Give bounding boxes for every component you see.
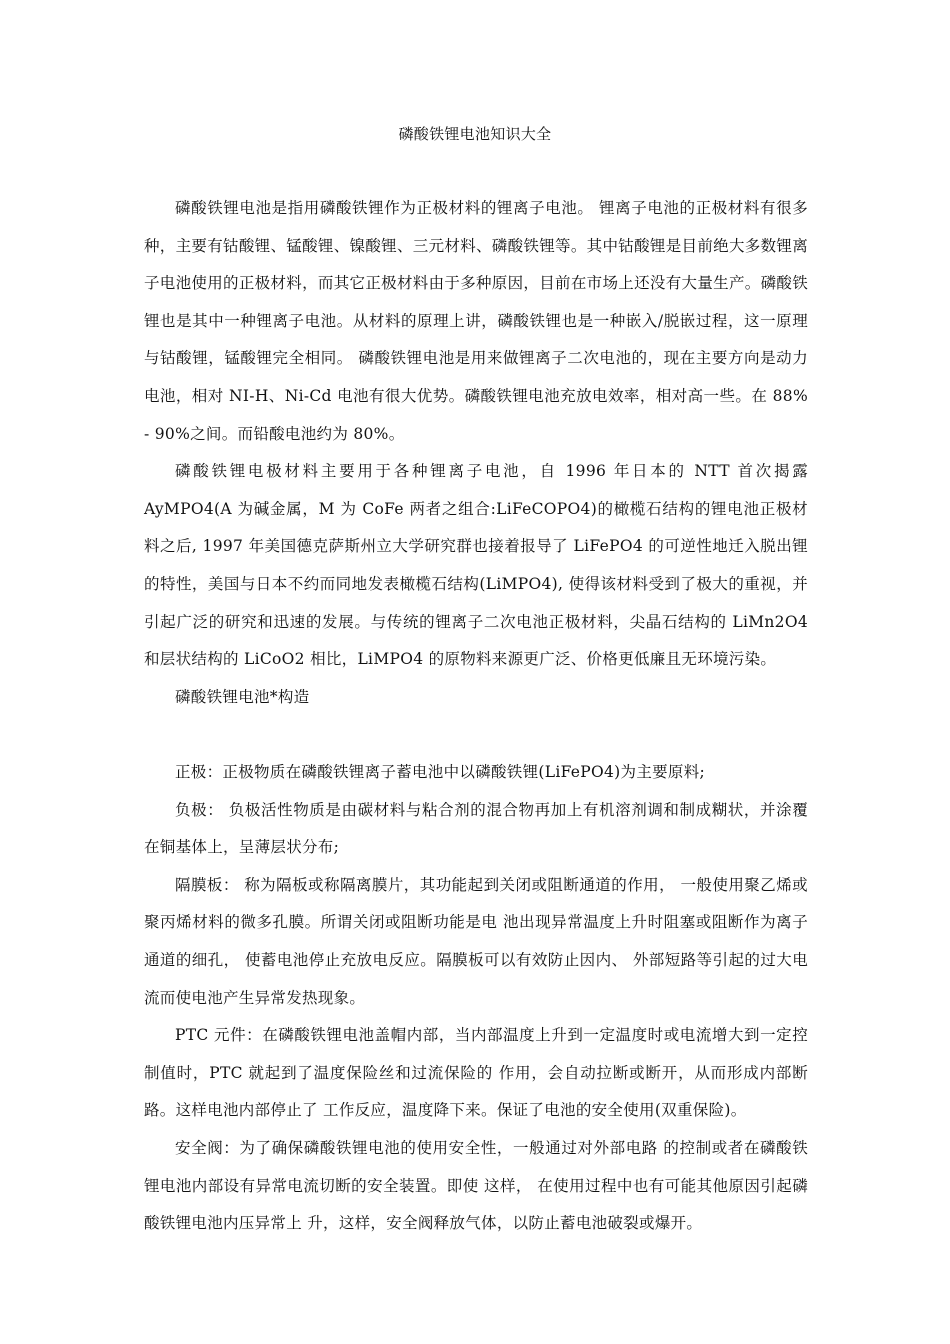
paragraph-ptc-element: PTC 元件：在磷酸铁锂电池盖帽内部，当内部温度上升到一定温度时或电流增大到一定控制值时，PTC 就起到了温度保险丝和过流保险的 作用，会自动拉断或断开，从而形成内部断路。这样电池内部停止了 工作反应，温度降下来。保证了电池的安全使用(双重保险)。: [144, 1026, 808, 1120]
intro-section: [144, 190, 808, 716]
paragraph-history: 磷酸铁锂电极材料主要用于各种锂离子电池，自 1996 年日本的 NTT 首次揭露 AyMPO4(A 为碱金属，M 为 CoFe 两者之组合:LiFeCOPO4)的橄榄石结构的锂电池正极材料之后, 1997 年美国德克萨斯州立大学研究群也接着报导了 LiFePO4 的可逆性地迁入脱出锂的特性，美国与日本不约而同地发表橄榄石结构(LiMPO4), 使得该材料受到了极大的重视，并引起广泛的研究和迅速的发展。与传统的锂离子二次电池正极材料，尖晶石结构的 LiMn2O4 和层状结构的 LiCoO2 相比，LiMPO4 的原物料来源更广泛、价格更低廉且无环境污染。: [144, 462, 808, 669]
paragraph-definition: 磷酸铁锂电池是指用磷酸铁锂作为正极材料的锂离子电池。 锂离子电池的正极材料有很多种，主要有钴酸锂、锰酸锂、镍酸锂、三元材料、磷酸铁锂等。其中钴酸锂是目前绝大多数锂离子电池使用的正极材料，而其它正极材料由于多种原因，目前在市场上还没有大量生产。磷酸铁锂也是其中一种锂离子电池。从材料的原理上讲，磷酸铁锂也是一种嵌入/脱嵌过程，这一原理与钴酸锂，锰酸锂完全相同。 磷酸铁锂电池是用来做锂离子二次电池的，现在主要方向是动力电池，相对 NI-H、Ni-Cd 电池有很大优势。磷酸铁锂电池充放电效率，相对高一些。在 88% - 90%之间。而铅酸电池约为 80%。: [144, 199, 808, 443]
paragraph-separator: 隔膜板： 称为隔板或称隔离膜片，其功能起到关闭或阻断通道的作用， 一般使用聚乙烯或聚丙烯材料的微多孔膜。所谓关闭或阻断功能是电 池出现异常温度上升时阻塞或阻断作为离子通道的细孔， 使蓄电池停止充放电反应。隔膜板可以有效防止因内、 外部短路等引起的过大电 流而使电池产生异常发热现象。: [144, 875, 808, 1007]
paragraph-safety-valve: 安全阀：为了确保磷酸铁锂电池的使用安全性，一般通过对外部电路 的控制或者在磷酸铁锂电池内部设有异常电流切断的安全装置。即使 这样， 在使用过程中也有可能其他原因引起磷酸铁锂电池内压异常上 升，这样，安全阀释放气体，以防止蓄电池破裂或爆开。: [144, 1138, 808, 1233]
paragraph-positive-electrode: 正极：正极物质在磷酸铁锂离子蓄电池中以磷酸铁锂(LiFePO4)为主要原料;: [175, 763, 706, 781]
document-title: 磷酸铁锂电池知识大全: [398, 125, 552, 143]
structure-section: [144, 754, 808, 1243]
paragraph-negative-electrode: 负极： 负极活性物质是由碳材料与粘合剂的混合物再加上有机溶剂调和制成糊状，并涂覆在铜基体上，呈薄层状分布;: [144, 800, 808, 857]
section-heading-structure: 磷酸铁锂电池*构造: [175, 687, 310, 706]
